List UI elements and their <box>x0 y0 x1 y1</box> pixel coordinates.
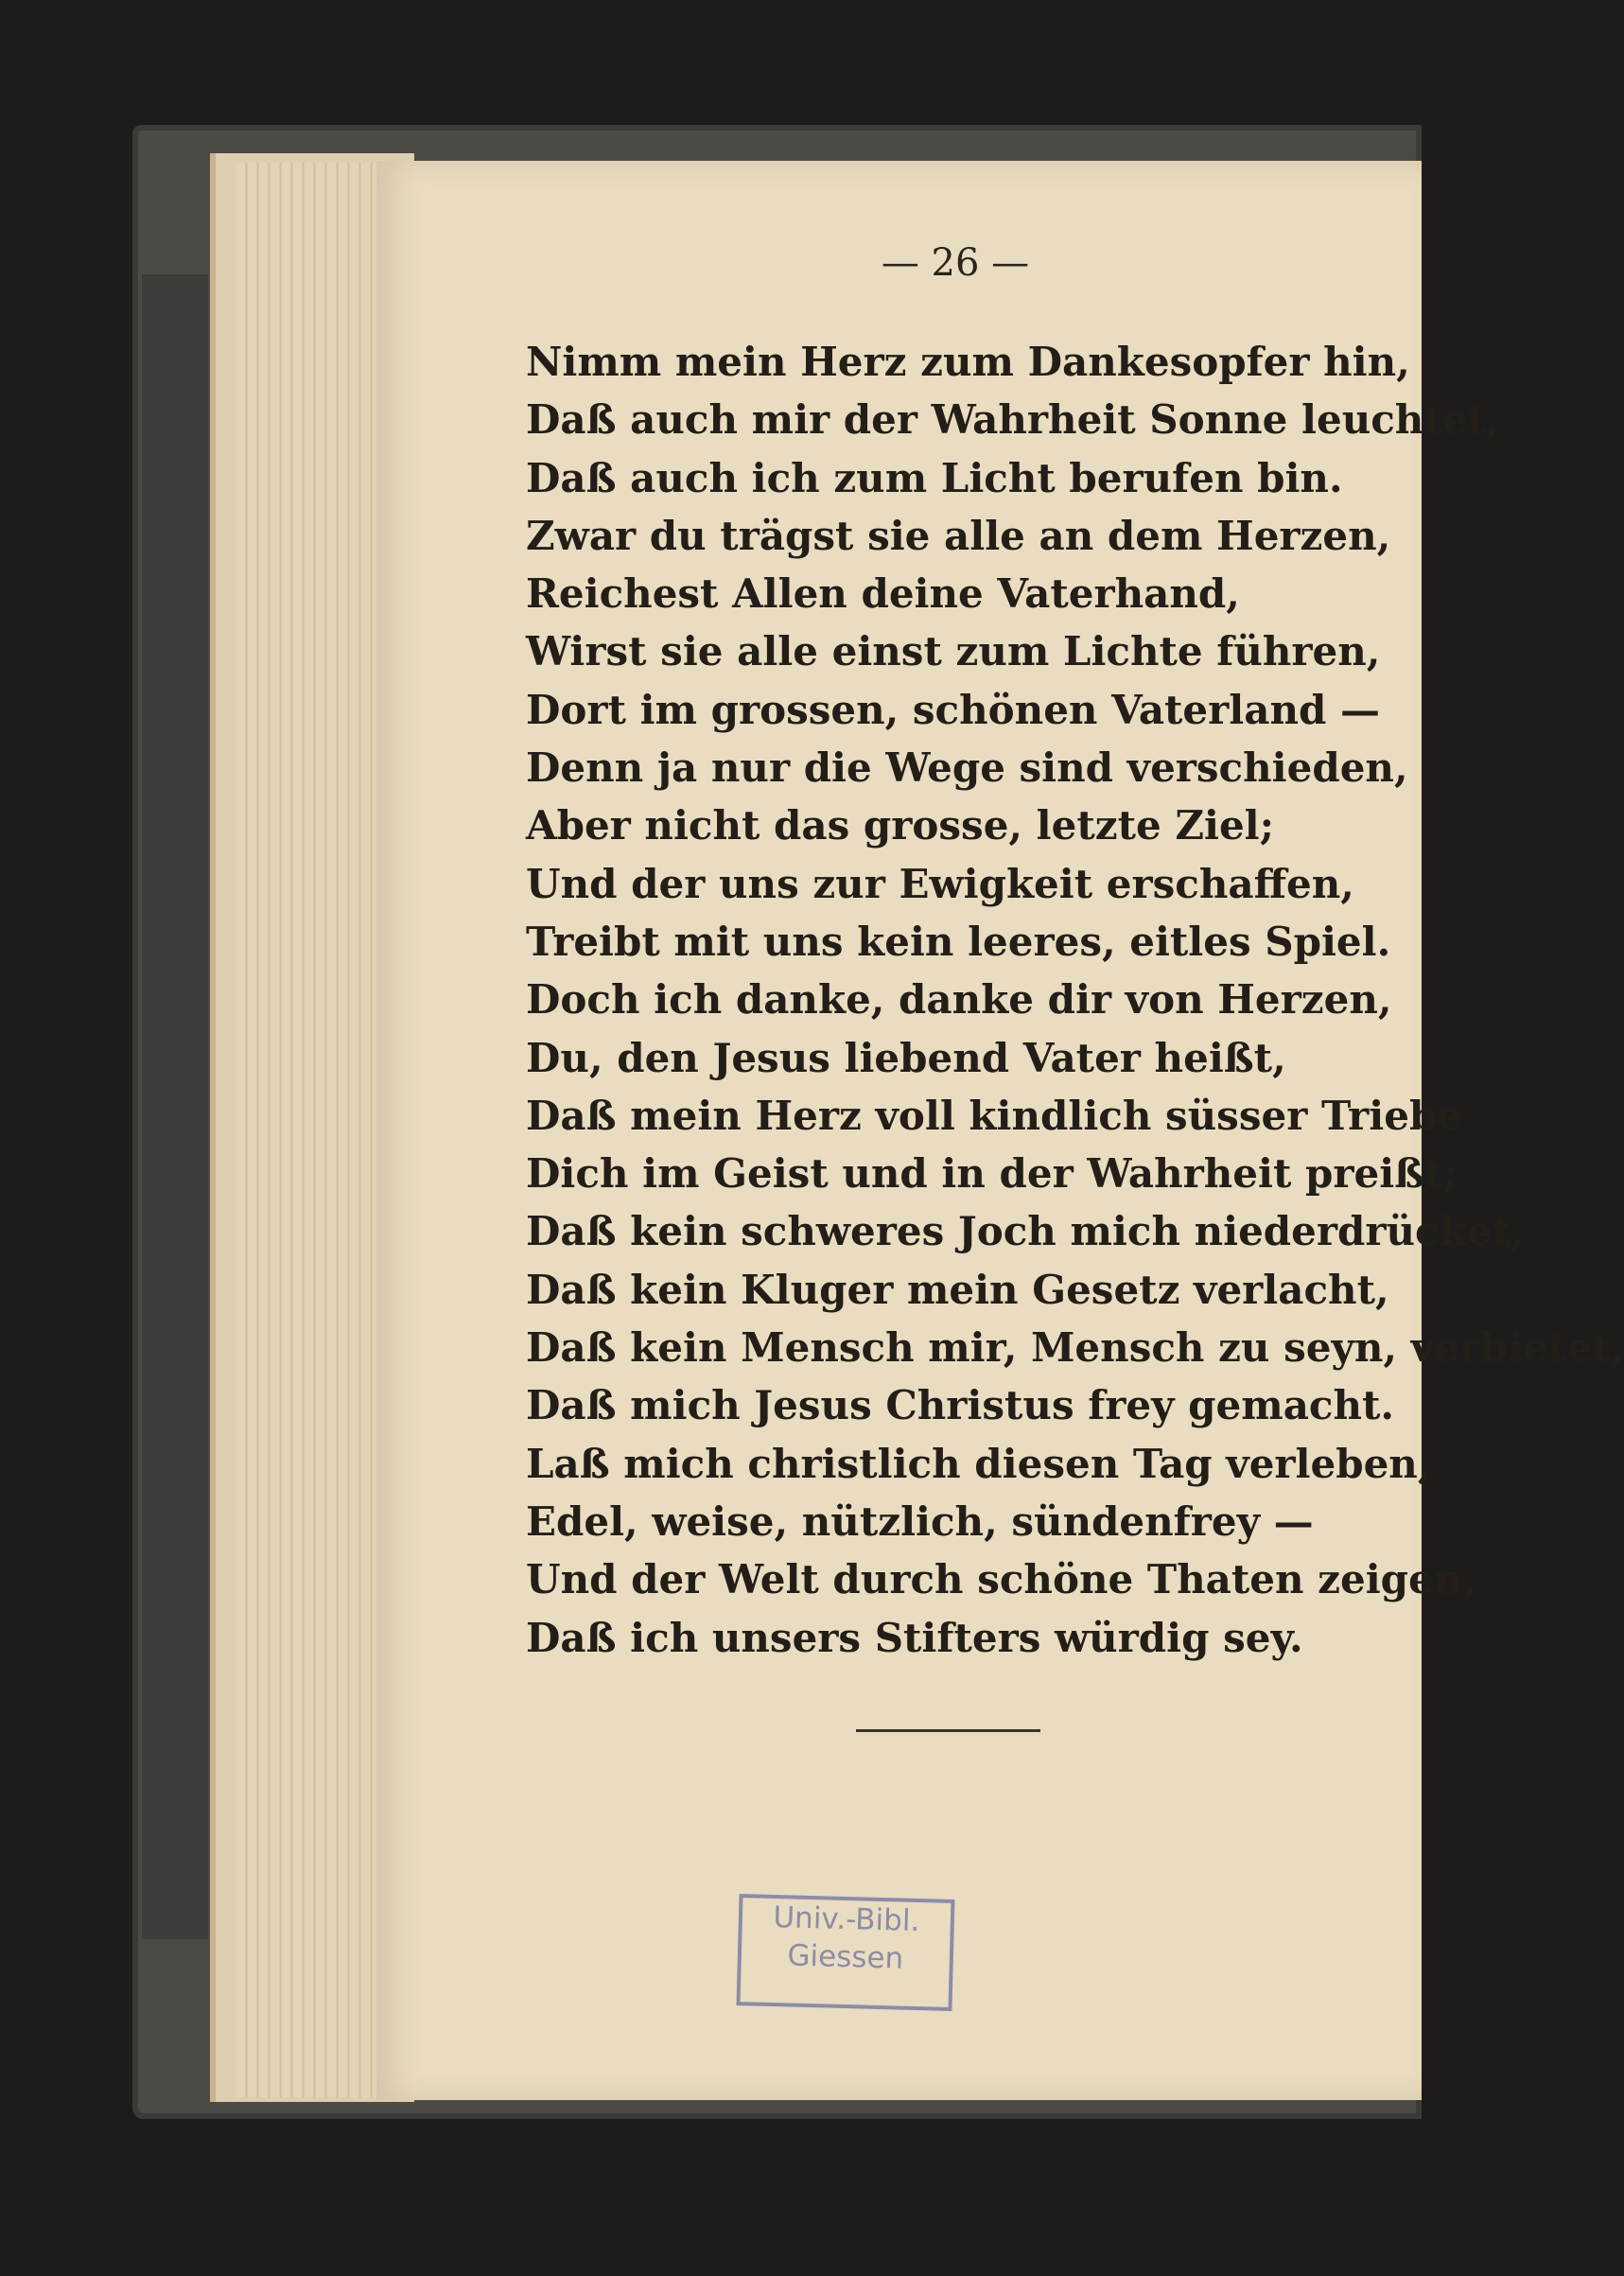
poem-line: Daß auch mir der Wahrheit Sonne leuchtet, <box>526 396 1500 444</box>
poem-line: Daß ich unsers Stifters würdig sey. <box>526 1614 1303 1661</box>
poem-line: Denn ja nur die Wege sind verschieden, <box>526 744 1408 792</box>
poem-line: Aber nicht das grosse, letzte Ziel; <box>526 802 1275 849</box>
poem-line: Daß kein Mensch mir, Mensch zu seyn, verbietet, <box>526 1324 1624 1372</box>
poem-line: Wirst sie alle einst zum Lichte führen, <box>526 628 1381 675</box>
stamp-line: Giessen <box>787 1938 904 1976</box>
poem-line: Reichest Allen deine Vaterhand, <box>526 570 1240 618</box>
poem-line: Laß mich christlich diesen Tag verleben, <box>526 1440 1432 1487</box>
library-stamp <box>736 1894 954 2011</box>
poem-line: Und der Welt durch schöne Thaten zeigen, <box>526 1556 1476 1603</box>
poem-line: Nimm mein Herz zum Dankesopfer hin, <box>526 339 1410 385</box>
poem-line: Dort im grossen, schönen Vaterland — <box>526 686 1380 733</box>
poem-line: Treibt mit uns kein leeres, eitles Spiel. <box>526 918 1391 965</box>
page-number: — 26 — <box>881 241 1030 285</box>
poem-line: Dich im Geist und in der Wahrheit preißt; <box>526 1150 1458 1198</box>
poem-line: Edel, weise, nützlich, sündenfrey — <box>526 1497 1314 1545</box>
poem-line: Doch ich danke, danke dir von Herzen, <box>526 976 1392 1024</box>
poem-text <box>526 333 1624 1667</box>
stamp-line: Univ.-Bibl. <box>773 1900 920 1939</box>
closing-rule <box>856 1729 1040 1732</box>
cover-spine-edge <box>142 274 208 1939</box>
poem-line: Daß mein Herz voll kindlich süsser Triebe <box>526 1092 1463 1139</box>
poem-line: Daß kein Kluger mein Gesetz verlacht, <box>526 1266 1389 1313</box>
poem-line: Und der uns zur Ewigkeit erschaffen, <box>526 860 1354 907</box>
poem-line: Du, den Jesus liebend Vater heißt, <box>526 1034 1286 1081</box>
poem-line: Zwar du trägst sie alle an dem Herzen, <box>526 512 1391 559</box>
poem-line: Daß mich Jesus Christus frey gemacht. <box>526 1382 1395 1429</box>
poem-line: Daß kein schweres Joch mich niederdrücket, <box>526 1208 1525 1255</box>
poem-line: Daß auch ich zum Licht berufen bin. <box>526 454 1343 501</box>
